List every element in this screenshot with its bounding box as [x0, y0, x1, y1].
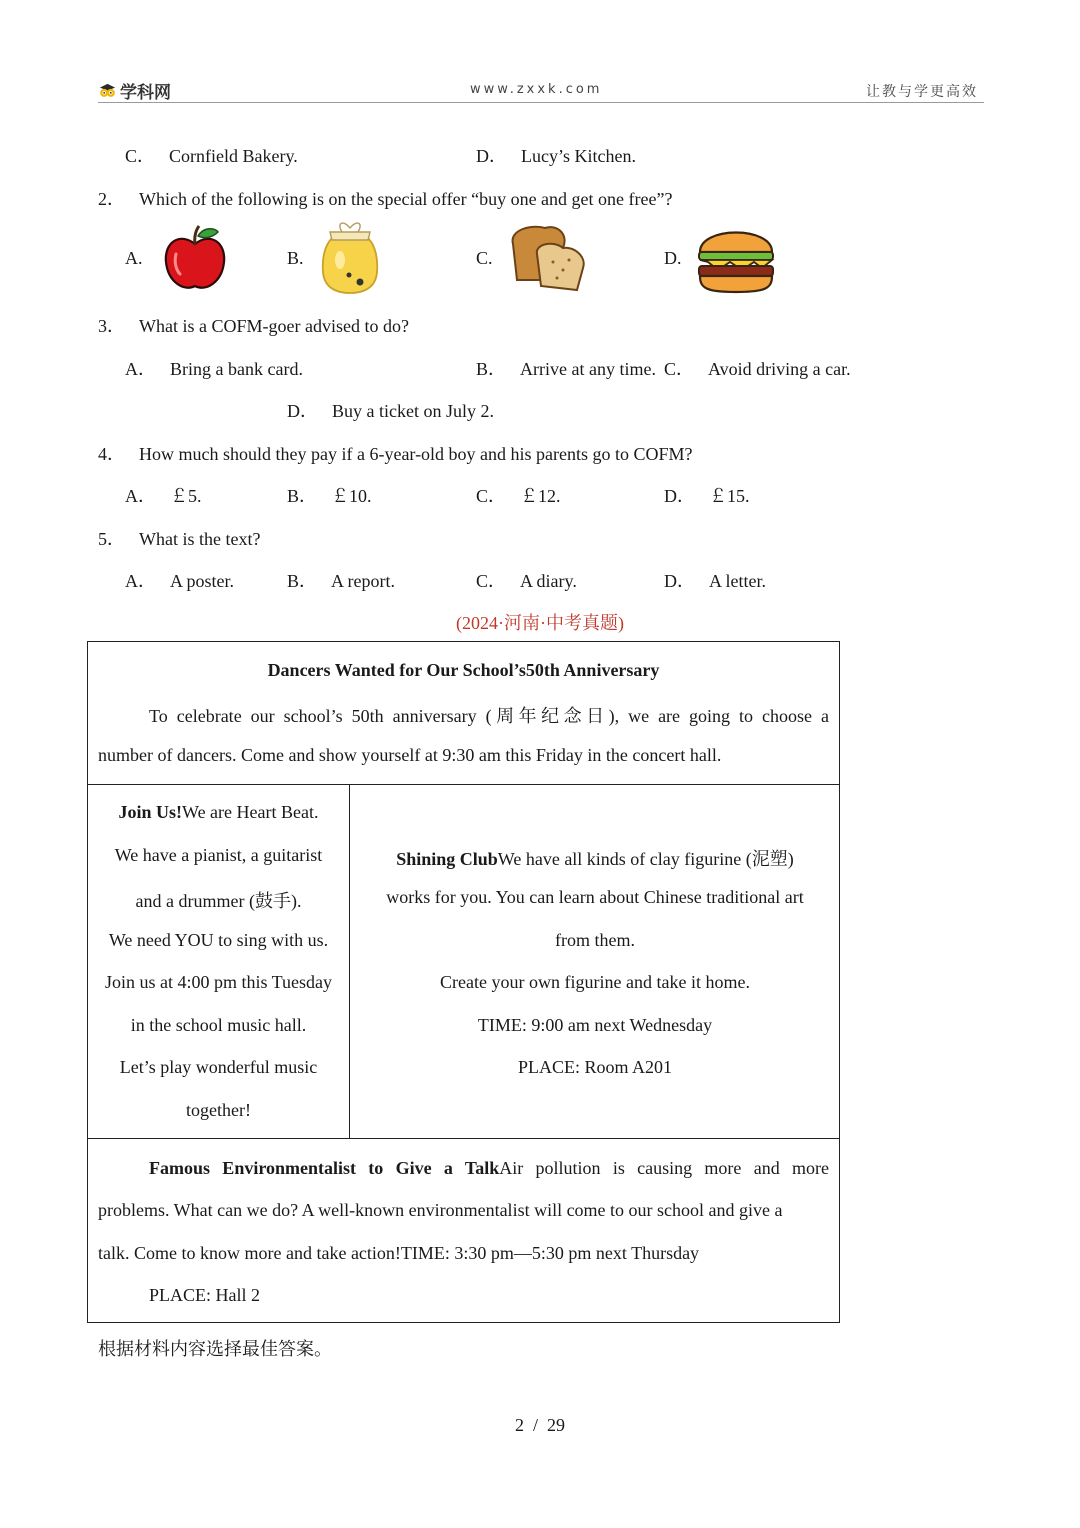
heart-beat-line-2: We have a pianist, a guitarist — [114, 845, 323, 865]
notice-table — [87, 641, 840, 1323]
shining-club-line-4: Create your own figurine and take it home. — [440, 972, 750, 992]
q4-option-a: A． ￡5. — [125, 486, 202, 506]
heart-beat-line-8: together! — [186, 1100, 251, 1120]
heart-beat-line-3: and a drummer (鼓手). — [135, 891, 302, 911]
q5-option-d: D． A letter. — [664, 571, 766, 591]
shining-club-line-6: PLACE: Room A201 — [517, 1057, 673, 1077]
site-url[interactable]: www.zxxk.com — [470, 82, 603, 97]
q2-option-d-label: D. — [664, 248, 682, 268]
q3-option-b: B． Arrive at any time. — [476, 359, 656, 379]
notice-intro-line-2: number of dancers. Come and show yourself at 9:30 am this Friday in the concert hall. — [98, 745, 722, 765]
bread-icon — [507, 222, 591, 294]
q4-option-b: B． ￡10. — [287, 486, 372, 506]
q2-option-b-label: B. — [287, 248, 304, 268]
logo-text: 学科网 — [120, 83, 171, 103]
q5-option-c: C． A diary. — [476, 571, 577, 591]
q2-option-c-label: C. — [476, 248, 493, 268]
shining-club-line-1: Shining ClubWe have all kinds of clay figurine (泥塑) — [396, 849, 794, 869]
slogan: 让教与学更高效 — [866, 84, 978, 100]
table-column-divider — [349, 784, 350, 1138]
header-divider — [98, 102, 984, 103]
talk-line-1: Famous Environmentalist to Give a TalkAir pollution is causing more and more — [149, 1158, 829, 1178]
shining-club-line-2: works for you. You can learn about Chinese traditional art — [386, 887, 804, 907]
table-row-divider — [88, 1138, 839, 1139]
q1-option-c: C． Cornfield Bakery. — [125, 146, 298, 166]
page-number: 2 / 29 — [514, 1415, 565, 1435]
q3-option-c: C． Avoid driving a car. — [664, 359, 851, 379]
q5-option-b: B． A report. — [287, 571, 395, 591]
heart-beat-line-1: Join Us!We are Heart Beat. — [118, 802, 319, 822]
heart-beat-line-4: We need YOU to sing with us. — [108, 930, 329, 950]
q5-option-a: A． A poster. — [125, 571, 235, 591]
talk-line-4: PLACE: Hall 2 — [149, 1285, 260, 1305]
q2-option-a-label: A. — [125, 248, 143, 268]
question-4: 4． How much should they pay if a 6-year-old boy and his parents go to COFM? — [98, 444, 693, 464]
question-2: 2． Which of the following is on the special offer “buy one and get one free”? — [98, 189, 673, 209]
hamburger-icon — [696, 222, 776, 294]
q1-option-d: D． Lucy’s Kitchen. — [476, 146, 636, 166]
instruction-text: 根据材料内容选择最佳答案。 — [98, 1339, 332, 1359]
notice-intro-line-1: To celebrate our school’s 50th anniversary (周年纪念日), we are going to choose a — [149, 706, 829, 726]
q4-option-c: C． ￡12. — [476, 486, 561, 506]
q4-option-d: D． ￡15. — [664, 486, 750, 506]
table-row-divider — [88, 784, 839, 785]
shining-club-line-3: from them. — [555, 930, 635, 950]
talk-line-3: talk. Come to know more and take action!TIME: 3:30 pm—5:30 pm next Thursday — [98, 1243, 700, 1263]
q3-option-d: D． Buy a ticket on July 2. — [287, 401, 494, 421]
honey-jar-icon — [318, 220, 382, 296]
question-3: 3． What is a COFM-goer advised to do? — [98, 316, 409, 336]
site-logo — [98, 78, 171, 103]
q3-option-a: A． Bring a bank card. — [125, 359, 303, 379]
question-5: 5． What is the text? — [98, 529, 261, 549]
shining-club-line-5: TIME: 9:00 am next Wednesday — [477, 1015, 713, 1035]
owl-logo-icon — [98, 81, 117, 100]
apple-icon — [160, 224, 230, 294]
talk-line-2: problems. What can we do? A well-known environmentalist will come to our school and give a — [98, 1200, 783, 1220]
heart-beat-line-6: in the school music hall. — [130, 1015, 307, 1035]
source-tag: (2024·河南·中考真题) — [456, 613, 624, 633]
heart-beat-line-5: Join us at 4:00 pm this Tuesday — [104, 972, 333, 992]
notice-title: Dancers Wanted for Our School’s50th Anniversary — [267, 660, 660, 680]
heart-beat-line-7: Let’s play wonderful music — [119, 1057, 318, 1077]
